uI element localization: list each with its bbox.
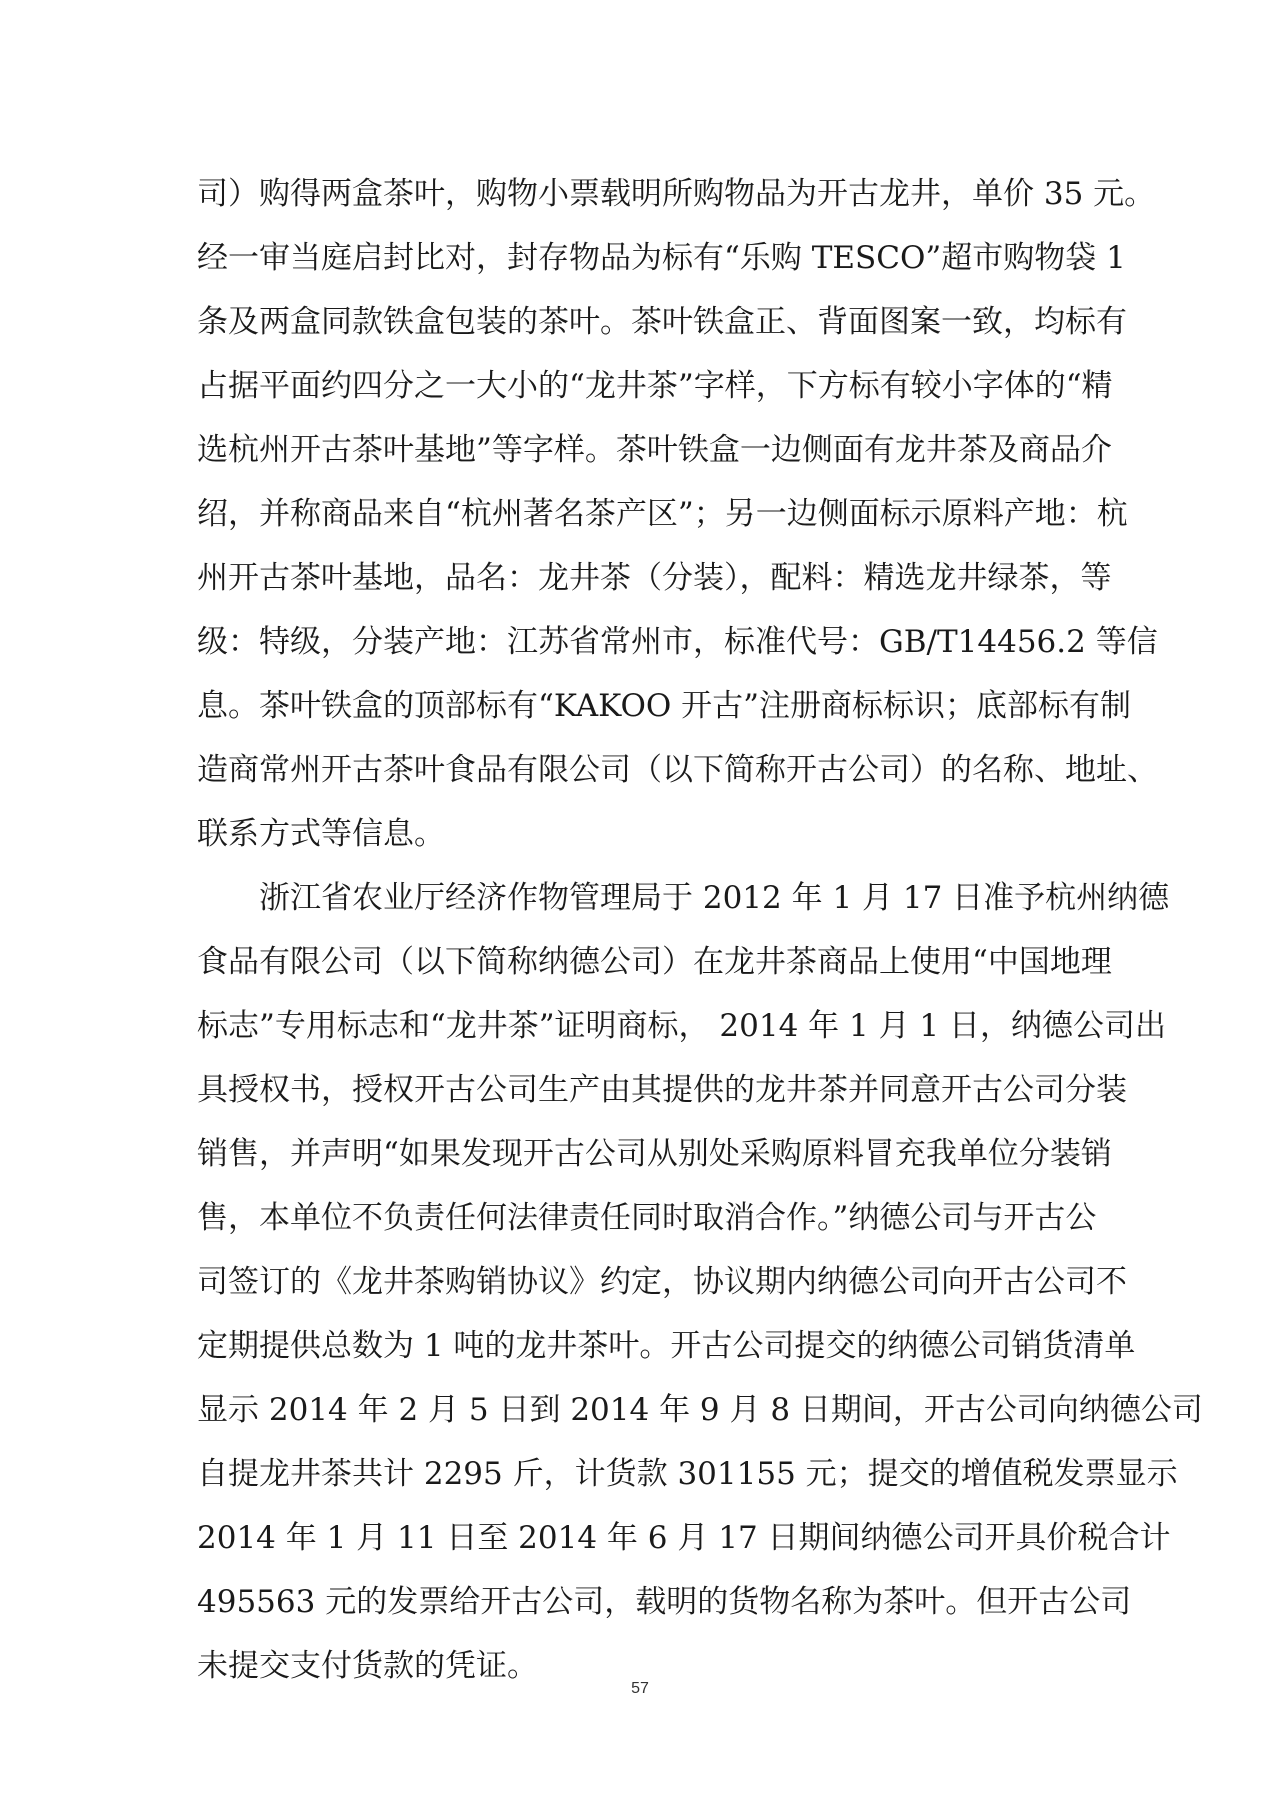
text-line: 495563 元的发票给开古公司，载明的货物名称为茶叶。但开古公司 [197, 1584, 1132, 1620]
text-line: 级：特级，分装产地：江苏省常州市，标准代号：GB/T14456.2 等信 [197, 624, 1158, 660]
text-line: 定期提供总数为 1 吨的龙井茶叶。开古公司提交的纳德公司销货清单 [197, 1328, 1136, 1364]
body-text [197, 162, 1203, 1698]
text-line: 选杭州开古茶叶基地”等字样。茶叶铁盒一边侧面有龙井茶及商品介 [197, 432, 1112, 468]
text-line: 标志”专用标志和“龙井茶”证明商标， 2014 年 1 月 1 日，纳德公司出 [197, 1008, 1167, 1044]
text-line: 造商常州开古茶叶食品有限公司（以下简称开古公司）的名称、地址、 [197, 752, 1158, 788]
text-line: 未提交支付货款的凭证。 [197, 1648, 538, 1684]
text-line: 州开古茶叶基地，品名：龙井茶（分装），配料：精选龙井绿茶，等 [197, 560, 1112, 596]
text-line: 自提龙井茶共计 2295 斤，计货款 301155 元；提交的增值税发票显示 [197, 1456, 1178, 1492]
text-line: 食品有限公司（以下简称纳德公司）在龙井茶商品上使用“中国地理 [197, 944, 1112, 980]
paragraph-2 [197, 866, 1203, 1698]
text-line: 显示 2014 年 2 月 5 日到 2014 年 9 月 8 日期间，开古公司向纳德公司 [197, 1392, 1203, 1428]
page-number: 57 [631, 1680, 649, 1697]
text-line: 浙江省农业厅经济作物管理局于 2012 年 1 月 17 日准予杭州纳德 [259, 880, 1170, 916]
text-line: 司签订的《龙井茶购销协议》约定，协议期内纳德公司向开古公司不 [197, 1264, 1127, 1300]
text-line: 销售，并声明“如果发现开古公司从别处采购原料冒充我单位分装销 [197, 1136, 1112, 1172]
text-line: 绍，并称商品来自“杭州著名茶产区”；另一边侧面标示原料产地：杭 [197, 496, 1128, 532]
text-line: 联系方式等信息。 [197, 816, 445, 852]
text-line: 息。茶叶铁盒的顶部标有“KAKOO 开古”注册商标标识；底部标有制 [197, 688, 1131, 724]
text-line: 2014 年 1 月 11 日至 2014 年 6 月 17 日期间纳德公司开具价税合计 [197, 1520, 1171, 1556]
text-line: 条及两盒同款铁盒包装的茶叶。茶叶铁盒正、背面图案一致，均标有 [197, 304, 1127, 340]
text-line: 经一审当庭启封比对，封存物品为标有“乐购 TESCO”超市购物袋 1 [197, 240, 1126, 276]
text-line: 具授权书，授权开古公司生产由其提供的龙井茶并同意开古公司分装 [197, 1072, 1127, 1108]
text-line: 司）购得两盒茶叶，购物小票载明所购物品为开古龙井，单价 35 元。 [197, 176, 1156, 212]
paragraph-1 [197, 162, 1158, 866]
text-line: 售，本单位不负责任何法律责任同时取消合作。”纳德公司与开古公 [197, 1200, 1097, 1236]
text-line: 占据平面约四分之一大小的“龙井茶”字样，下方标有较小字体的“精 [197, 368, 1113, 404]
